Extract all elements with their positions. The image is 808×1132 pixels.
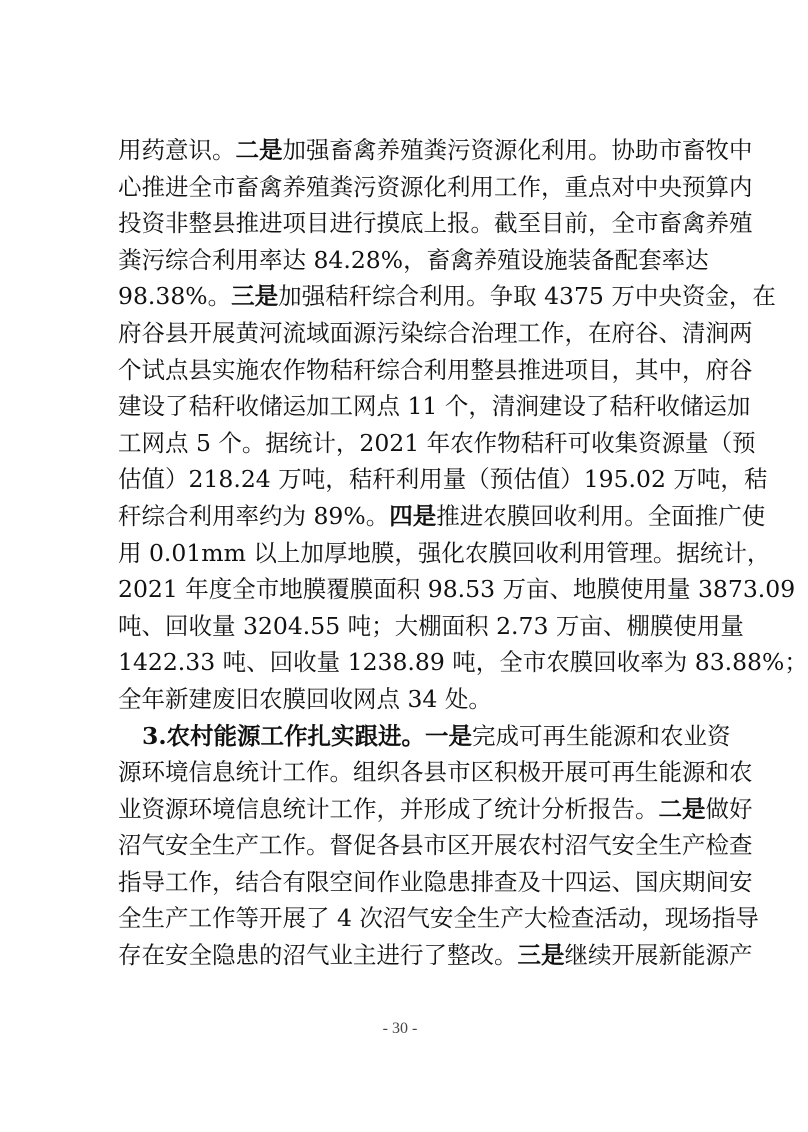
text-line: 2021 年度全市地膜覆膜面积 98.53 万亩、地膜使用量 3873.09 (118, 575, 796, 604)
text-line: 用药意识。二是加强畜禽养殖粪污资源化利用。协助市畜牧中 (118, 136, 753, 164)
text-line: 府谷县开展黄河流域面源污染综合治理工作，在府谷、清涧两 (118, 318, 753, 347)
text-line: 秆综合利用率约为 89%。四是推进农膜回收利用。全面推广使 (118, 501, 766, 530)
text-line: 心推进全市畜禽养殖粪污资源化利用工作，重点对中央预算内 (118, 172, 753, 201)
text-line: 建设了秸秆收储运加工网点 11 个，清涧建设了秸秆收储运加 (118, 392, 751, 421)
text-line: 用 0.01mm 以上加厚地膜，强化农膜回收利用管理。据统计， (118, 538, 771, 567)
section-heading-line: 3.农村能源工作扎实跟进。一是完成可再生能源和农业资 (142, 721, 731, 750)
text-line: 沼气安全生产工作。督促各县市区开展农村沼气安全生产检查 (118, 831, 753, 860)
text-line: 指导工作，结合有限空间作业隐患排查及十四运、国庆期间安 (118, 867, 753, 896)
text-line: 98.38%。三是加强秸秆综合利用。争取 4375 万中央资金，在 (118, 282, 776, 311)
text-line: 个试点县实施农作物秸秆综合利用整县推进项目，其中，府谷 (118, 355, 753, 384)
text-line: 1422.33 吨、回收量 1238.89 吨，全市农膜回收率为 83.88%； (118, 648, 808, 677)
text-line: 吨、回收量 3204.55 吨；大棚面积 2.73 万亩、棚膜使用量 (118, 611, 744, 640)
page-number: - 30 - (382, 1020, 418, 1037)
text-line: 业资源环境信息统计工作，并形成了统计分析报告。二是做好 (118, 794, 753, 823)
text-line: 源环境信息统计工作。组织各县市区积极开展可再生能源和农 (118, 758, 753, 787)
text-line: 存在安全隐患的沼气业主进行了整改。三是继续开展新能源产 (118, 941, 753, 970)
text-line: 投资非整县推进项目进行摸底上报。截至目前，全市畜禽养殖 (118, 209, 753, 238)
text-line: 工网点 5 个。据统计，2021 年农作物秸秆可收集资源量（预 (118, 428, 756, 457)
document-body (118, 132, 808, 974)
text-line: 估值）218.24 万吨，秸秆利用量（预估值）195.02 万吨，秸 (118, 465, 768, 494)
text-line: 粪污综合利用率达 84.28%，畜禽养殖设施装备配套率达 (118, 245, 709, 274)
text-line: 全生产工作等开展了 4 次沼气安全生产大检查活动，现场指导 (118, 904, 759, 933)
text-line: 全年新建废旧农膜回收网点 34 处。 (118, 684, 492, 713)
